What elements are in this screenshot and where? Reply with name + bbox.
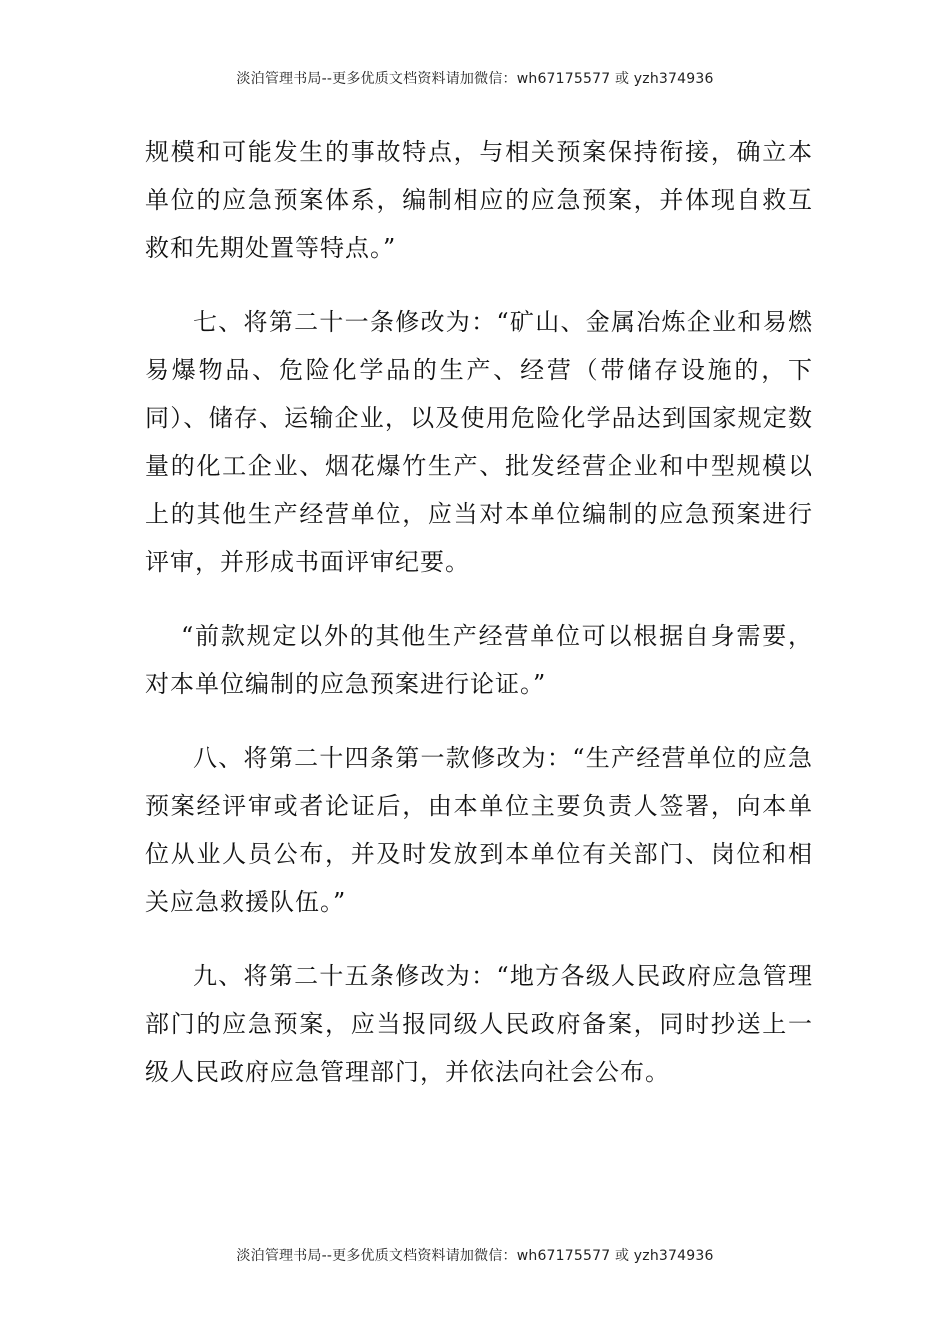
paragraph-article-7: 七、将第二十一条修改为：“矿山、金属冶炼企业和易燃易爆物品、危险化学品的生产、经营（带储存设施的，下同）、储存、运输企业，以及使用危险化学品达到国家规定数量的化工企业、烟花爆竹生产、批发经营企业和中型规模以上的其他生产经营单位，应当对本单位编制的应急预案进行评审，并形成书面评审纪要。 [145,308,813,576]
paragraph-article-8: 八、将第二十四条第一款修改为：“生产经营单位的应急预案经评审或者论证后，由本单位主要负责人签署，向本单位从业人员公布，并及时发放到本单位有关部门、岗位和相关应急救援队伍。” [145,744,813,916]
document-body [145,128,813,1122]
page-header: 淡泊管理书局--更多优质文档资料请加微信：wh67175577 或 yzh374936 [236,71,714,87]
paragraph-quoted-clause: “前款规定以外的其他生产经营单位可以根据自身需要，对本单位编制的应急预案进行论证。” [145,622,813,698]
paragraph-article-9: 九、将第二十五条修改为：“地方各级人民政府应急管理部门的应急预案，应当报同级人民政府备案，同时抄送上一级人民政府应急管理部门，并依法向社会公布。 [145,962,813,1086]
paragraph-continuation: 规模和可能发生的事故特点，与相关预案保持衔接，确立本单位的应急预案体系，编制相应的应急预案，并体现自救互救和先期处置等特点。” [145,138,813,262]
page-footer: 淡泊管理书局--更多优质文档资料请加微信：wh67175577 或 yzh374936 [236,1248,714,1264]
